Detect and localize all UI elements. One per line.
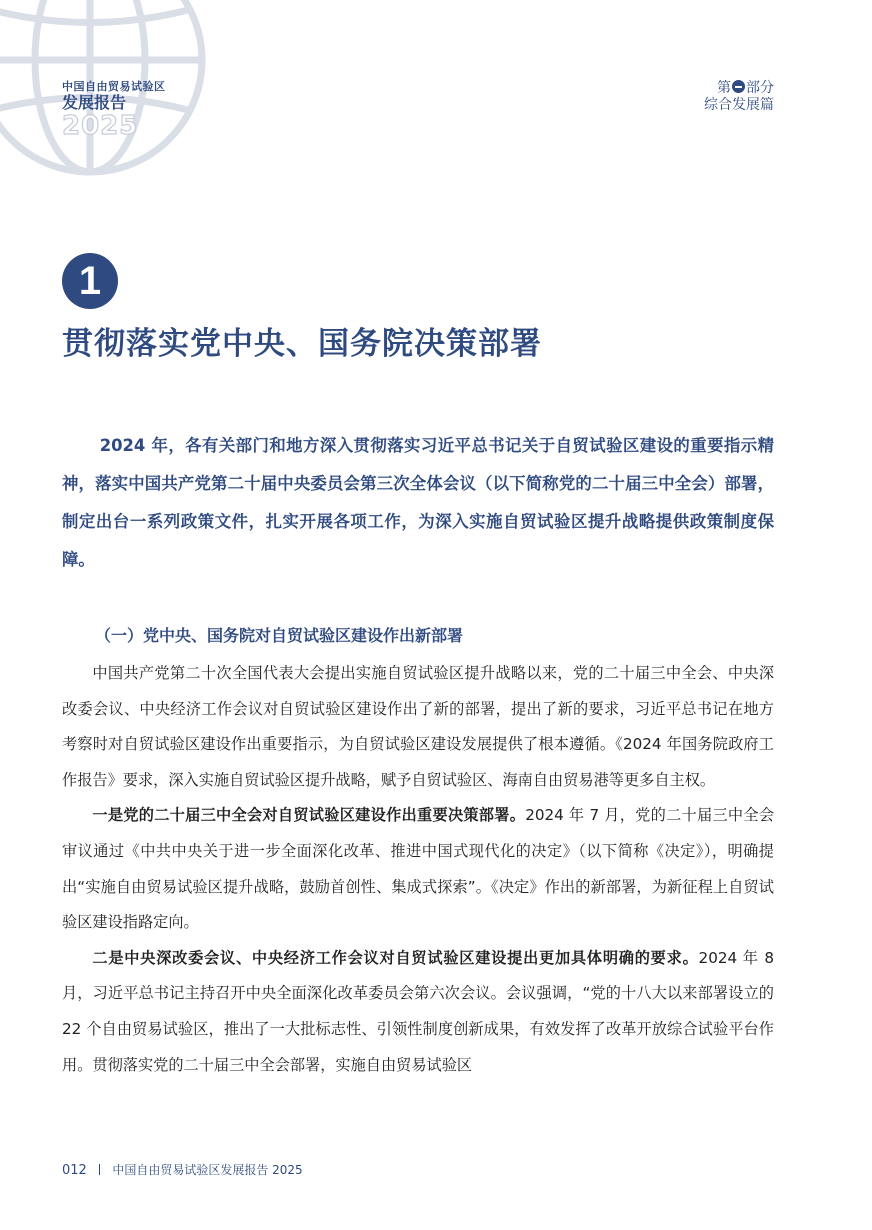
body-text [62, 656, 774, 1083]
page-footer [62, 1161, 303, 1178]
chapter-title: 贯彻落实党中央、国务院决策部署 [62, 326, 542, 362]
part-number: 第 部分 [717, 80, 774, 96]
footer-divider [99, 1164, 101, 1175]
brand-line1: 中国自由贸易试验区 [62, 80, 166, 93]
paragraph-3: 二是中央深改委会议、中央经济工作会议对自贸试验区建设提出更加具体明确的要求。2024 年 8 月，习近平总书记主持召开中央全面深化改革委员会第六次会议。会议强调，“党的十八大以来部署设立的 22 个自由贸易试验区，推出了一大批标志性、引领性制度创新成果，有效发挥了改革开放综合试验平台作用。贯彻落实党的二十届三中全会部署，实施自由贸易试验区 [62, 948, 774, 1074]
paragraph-3-lead: 二是中央深改委会议、中央经济工作会议对自贸试验区建设提出更加具体明确的要求。 [92, 948, 699, 967]
part-one-icon [732, 80, 745, 93]
report-brand [62, 80, 166, 139]
footer-title: 中国自由贸易试验区发展报告 2025 [112, 1163, 303, 1177]
section-heading: （一）党中央、国务院对自贸试验区建设作出新部署 [95, 626, 464, 645]
intro-paragraph: 2024 年，各有关部门和地方深入贯彻落实习近平总书记关于自贸试验区建设的重要指示精神，落实中国共产党第二十届中央委员会第三次全体会议（以下简称党的二十届三中全会）部署，制定出台一系列政策文件，扎实开展各项工作，为深入实施自贸试验区提升战略提供政策制度保障。 [62, 436, 774, 569]
page-number: 012 [62, 1163, 87, 1178]
part-label [704, 80, 774, 114]
paragraph-2: 一是党的二十届三中全会对自贸试验区建设作出重要决策部署。2024 年 7 月，党的二十届三中全会审议通过《中共中央关于进一步全面深化改革、推进中国式现代化的决定》（以下简称《决定》），明确提出“实施自由贸易试验区提升战略，鼓励首创性、集成式探索”。《决定》作出的新部署，为新征程上自贸试验区建设指路定向。 [62, 806, 775, 932]
part-title: 综合发展篇 [704, 97, 774, 113]
brand-line2: 发展报告 [62, 93, 127, 112]
paragraph-2-lead: 一是党的二十届三中全会对自贸试验区建设作出重要决策部署。 [92, 806, 526, 825]
brand-year: 2025 [62, 111, 139, 141]
paragraph-1: 中国共产党第二十次全国代表大会提出实施自贸试验区提升战略以来，党的二十届三中全会、中央深改委会议、中央经济工作会议对自贸试验区建设作出了新的部署，提出了新的要求，习近平总书记在地方考察时对自贸试验区建设作出重要指示，为自贸试验区建设发展提供了根本遵循。《2024 年国务院政府工作报告》要求，深入实施自贸试验区提升战略，赋予自贸试验区、海南自由贸易港等更多自主权。 [62, 664, 774, 789]
chapter-number-badge: 1 [62, 253, 118, 309]
